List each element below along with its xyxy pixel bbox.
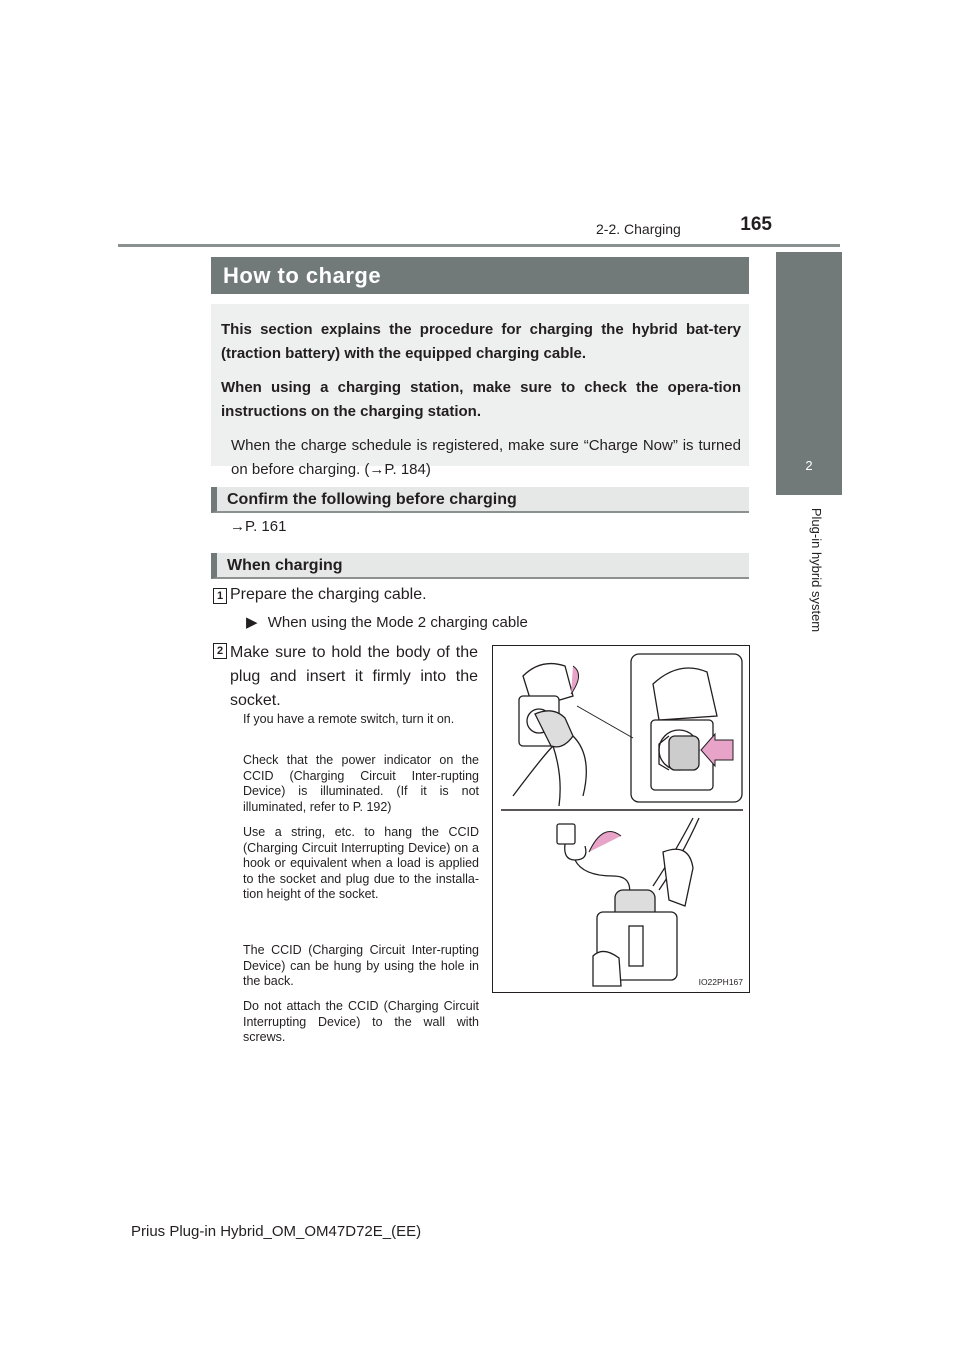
triangle-bullet-icon: ▶ xyxy=(246,614,258,631)
confirm-ref-link[interactable]: →P. 161 xyxy=(230,518,287,535)
step-2-text: Make sure to hold the body of the plug and insert it firmly into the socket. xyxy=(230,644,478,709)
charging-illustration-svg xyxy=(493,646,749,992)
intro-box xyxy=(211,304,749,478)
intro-note: When the charge schedule is registered, make sure “Charge Now” is turned on before charging. (→P. 184) xyxy=(231,437,741,478)
note-hole-back: The CCID (Charging Circuit Inter-rupting Device) can be hung by using the hole in the back. xyxy=(243,943,479,988)
charging-illustration xyxy=(492,645,750,993)
when-charging-heading: When charging xyxy=(211,553,749,579)
step-2-number: 2 xyxy=(213,643,227,659)
intro-text-2: When using a charging station, make sure to check the opera-tion instructions on the charging station. xyxy=(221,379,741,420)
bullet-item xyxy=(246,613,528,631)
section-label: 2-2. Charging xyxy=(596,221,681,237)
chapter-number: 2 xyxy=(776,435,842,495)
step-1-number: 1 xyxy=(213,588,227,604)
chapter-title: Plug-in hybrid system xyxy=(809,507,824,633)
confirm-heading: Confirm the following before charging xyxy=(211,487,749,513)
chapter-tab xyxy=(776,252,842,435)
arrow-icon xyxy=(589,832,621,852)
figure-code: IO22PH167 xyxy=(698,977,743,987)
arrow-icon xyxy=(571,666,579,694)
note-hang-ccid: Use a string, etc. to hang the CCID (Charging Circuit Interrupting Device) on a hook or equivalent when a load is applied to the socket and plug due to the installa-tion height of the socket. xyxy=(243,825,479,901)
note-power-indicator: Check that the power indicator on the CCID (Charging Circuit Inter-rupting Device) is illuminated. (If it is not illuminated, refer to P. 192) xyxy=(243,753,479,814)
intro-text-1: This section explains the procedure for charging the hybrid bat-tery (traction battery) with the equipped charging cable. xyxy=(221,321,741,362)
page-number: 165 xyxy=(740,214,772,235)
note-no-screws: Do not attach the CCID (Charging Circuit Interrupting Device) to the wall with screws. xyxy=(243,999,479,1044)
note-remote-switch: If you have a remote switch, turn it on. xyxy=(243,712,455,726)
page-title: How to charge xyxy=(211,257,749,294)
header-rule xyxy=(118,244,840,247)
step-1-text: Prepare the charging cable. xyxy=(230,586,427,603)
footer-manual-id: Prius Plug-in Hybrid_OM_OM47D72E_(EE) xyxy=(131,1223,422,1240)
bullet-text: When using the Mode 2 charging cable xyxy=(267,614,528,631)
